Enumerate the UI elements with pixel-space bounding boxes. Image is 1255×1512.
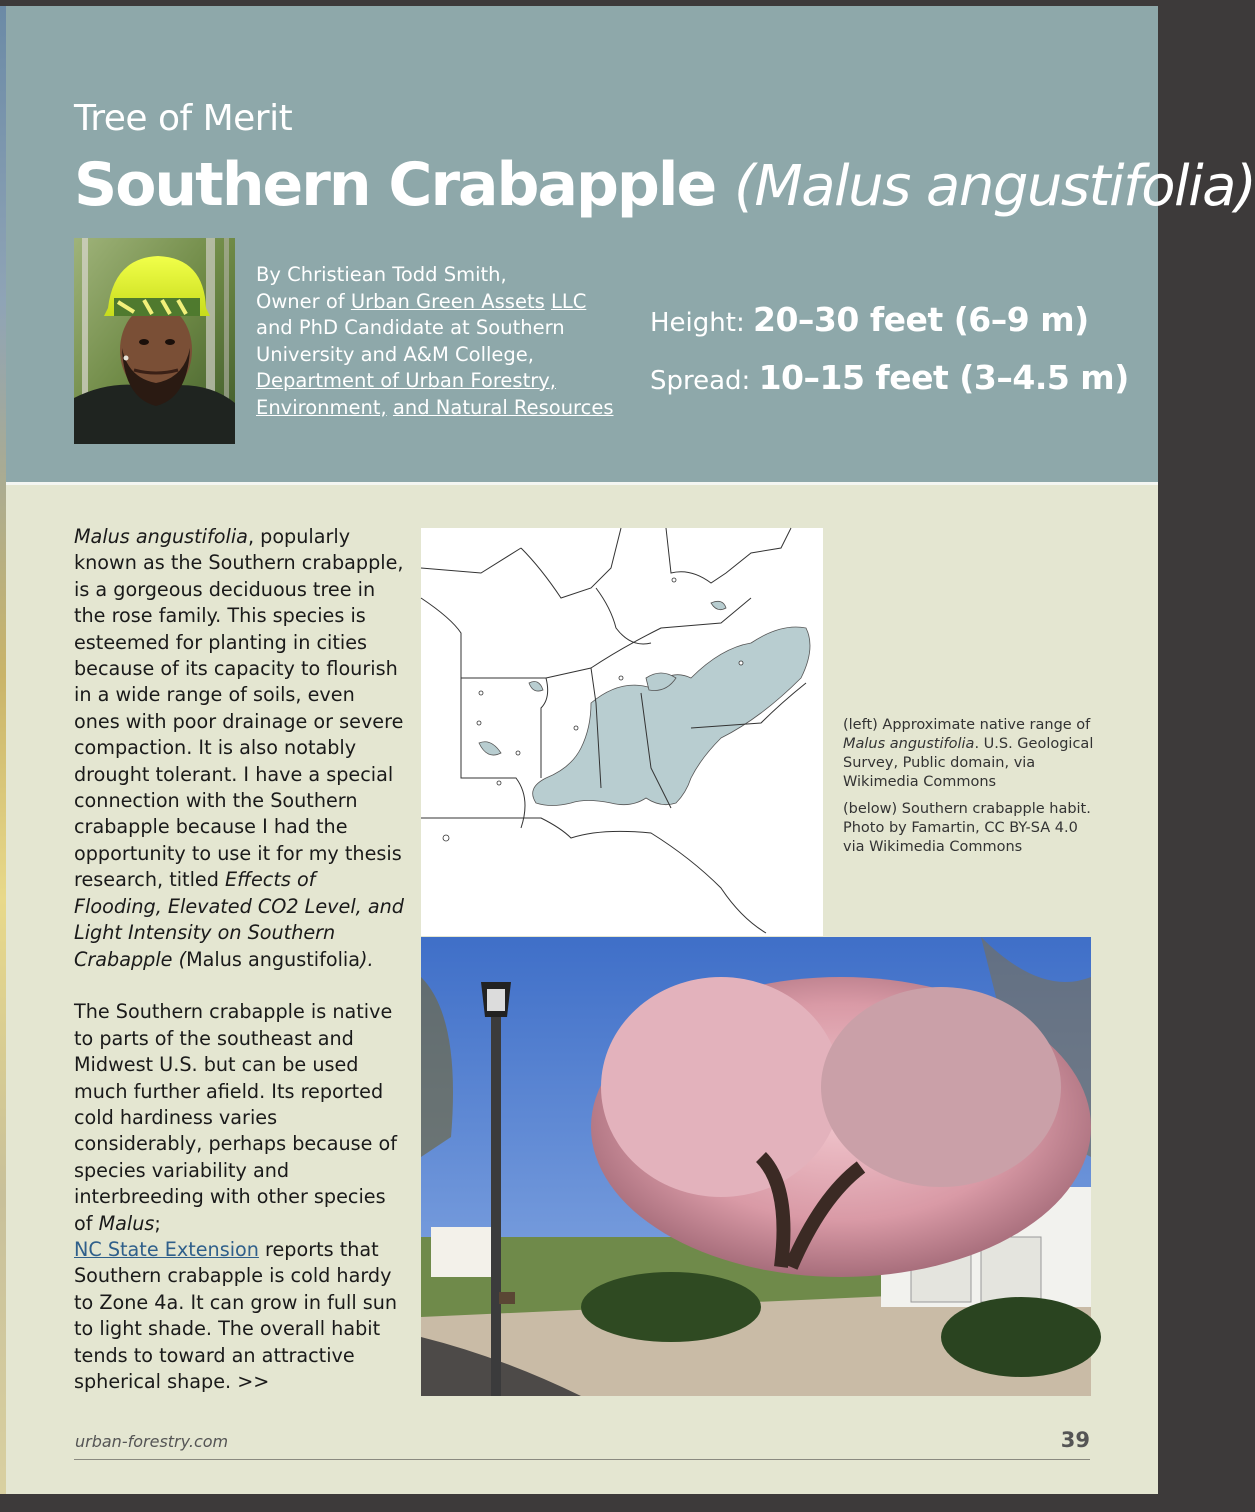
title-scientific-name: (Malus angustifolia)	[734, 154, 1255, 219]
native-range-map	[421, 528, 823, 936]
p2-text-2: reports that Southern crabapple is cold hardy to Zone 4a. It can grow in full sun to light shade. The overall habit tends to toward an attractive spherical shape. >>	[74, 1237, 398, 1393]
bottom-border	[0, 1494, 1158, 1512]
p2-text: The Southern crabapple is native to parts of the southeast and Midwest U.S. but can be used much further afield. Its reported cold hardiness varies considerably, perhaps because of species variability and interbreeding with other species of	[74, 1000, 398, 1235]
spread-stat	[650, 354, 1129, 412]
thesis-title-end: ).	[360, 947, 374, 971]
p2-semicolon: ;	[154, 1211, 161, 1235]
map-caption-a: (left) Approximate native range of	[843, 717, 1091, 733]
spread-label: Spread:	[650, 366, 751, 396]
p1-text: , popularly known as the Southern crabapple, is a gorgeous deciduous tree in the rose family. This species is esteemed for planting in cities because of its capacity to flourish in a wide range of soils, even ones with poor drainage or severe compaction. It is also notably drought tolerant. I have a special connection with the Southern crabapple because I had the opportunity to use it for my thesis research, titled	[74, 525, 404, 892]
height-value: 20–30 feet (6–9 m)	[752, 300, 1089, 339]
author-photo	[74, 238, 235, 444]
article-body	[74, 524, 404, 1395]
map-caption	[843, 716, 1098, 792]
header-banner	[6, 6, 1255, 482]
magazine-page	[6, 6, 1255, 1494]
header-divider	[6, 482, 1158, 485]
company-link[interactable]: Urban Green Assets	[350, 289, 545, 313]
p1-scientific-name: Malus angustifolia	[74, 525, 248, 548]
byline-university-line: University and A&M College,	[256, 342, 534, 366]
paragraph-1	[74, 524, 404, 973]
crabapple-photo	[421, 937, 1091, 1396]
nc-state-extension-link[interactable]: NC State Extension	[74, 1237, 259, 1261]
title-common-name: Southern Crabapple	[74, 150, 716, 220]
byline-owner-line	[256, 289, 626, 316]
natural-resources-link[interactable]: and Natural Resources	[392, 395, 614, 419]
company-llc-link[interactable]: LLC	[550, 289, 587, 313]
environment-link[interactable]: Environment,	[256, 395, 387, 419]
footer-website: urban-forestry.com	[75, 1432, 229, 1451]
height-label: Height:	[650, 308, 745, 338]
department-link[interactable]: Department of Urban Forestry,	[256, 369, 556, 392]
map-caption-sci: Malus angustifolia	[843, 736, 975, 752]
thesis-title: Effects of Flooding, Elevated CO2 Level, and Light Intensity on Southern Crabapple (	[74, 868, 404, 971]
map-caption-b: . U.S. Geological Survey, Public domain, via Wikimedia Commons	[843, 736, 1094, 790]
page-title	[74, 150, 1255, 220]
height-stat	[650, 296, 1129, 354]
p2-genus: Malus	[98, 1211, 155, 1235]
spread-value: 10–15 feet (3–4.5 m)	[758, 358, 1129, 397]
thesis-scientific-name: Malus angustifolia	[186, 947, 360, 971]
byline-phd-line: and PhD Candidate at Southern	[256, 316, 565, 339]
section-kicker: Tree of Merit	[74, 98, 293, 139]
byline-owner-prefix: Owner of	[256, 289, 351, 313]
photo-caption: (below) Southern crabapple habit. Photo by Famartin, CC BY-SA 4.0 via Wikimedia Commons	[843, 801, 1091, 855]
tree-stats	[650, 296, 1129, 412]
author-byline	[256, 262, 626, 421]
byline-author: By Christiean Todd Smith,	[256, 263, 507, 286]
paragraph-2	[74, 999, 404, 1395]
figure-captions	[843, 716, 1098, 865]
page-number: 39	[1060, 1428, 1090, 1452]
footer-divider	[74, 1459, 1090, 1460]
